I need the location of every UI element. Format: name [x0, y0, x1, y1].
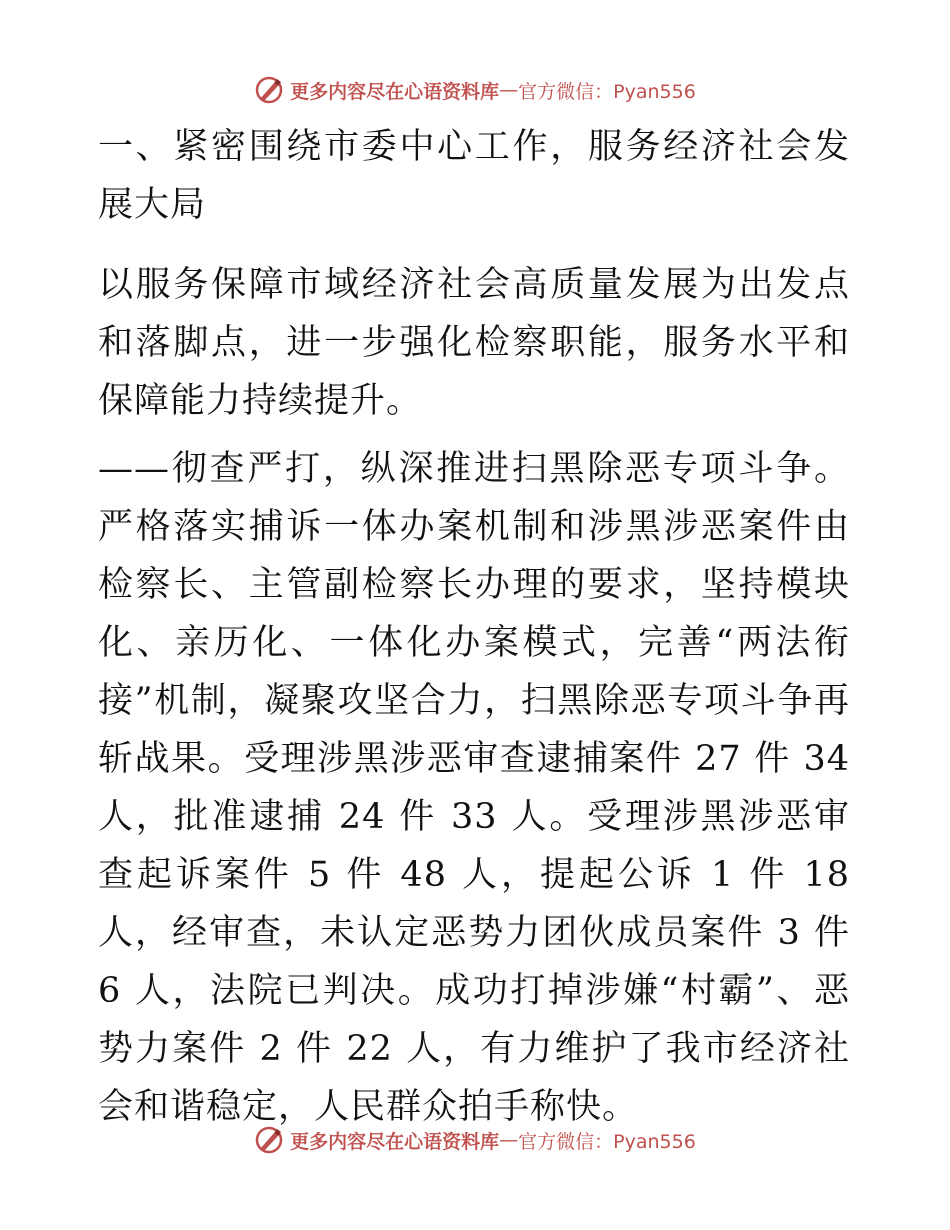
pen-logo-icon [254, 1125, 284, 1155]
banner-site-text: 更多内容尽在心语资料库 [290, 80, 500, 103]
banner-site-text: 更多内容尽在心语资料库 [290, 1130, 500, 1153]
banner-official-text: 官方微信：Pyan556 [518, 80, 696, 103]
banner-dash: — [499, 1129, 519, 1151]
header-watermark-banner [0, 70, 950, 110]
paragraph-1: 以服务保障市域经济社会高质量发展为出发点和落脚点，进一步强化检察职能，服务水平和保障能力持续提升。 [98, 265, 850, 421]
banner-official-text: 官方微信：Pyan556 [518, 1130, 696, 1153]
document-body [98, 118, 850, 1146]
section-heading: 一、紧密围绕市委中心工作，服务经济社会发展大局 [98, 127, 850, 225]
paragraph-2: ——彻查严打，纵深推进扫黑除恶专项斗争。严格落实捕诉一体办案机制和涉黑涉恶案件由检察长、主管副检察长办理的要求，坚持模块化、亲历化、一体化办案模式，完善“两法衔接”机制，凝聚攻坚合力，扫黑除恶专项斗争再斩战果。受理涉黑涉恶审查逮捕案件 27 件 34 人，批准逮捕 24 件 33 人。受理涉黑涉恶审查起诉案件 5 件 48 人，提起公诉 1 件 18 人，经审查，未认定恶势力团伙成员案件 3 件 6 人，法院已判决。成功打掉涉嫌“村霸”、恶势力案件 2 件 22 人，有力维护了我市经济社会和谐稳定，人民群众拍手称快。 [98, 449, 850, 1127]
banner-dash: — [499, 79, 519, 101]
pen-logo-icon [254, 75, 284, 105]
footer-watermark-banner [0, 1120, 950, 1160]
